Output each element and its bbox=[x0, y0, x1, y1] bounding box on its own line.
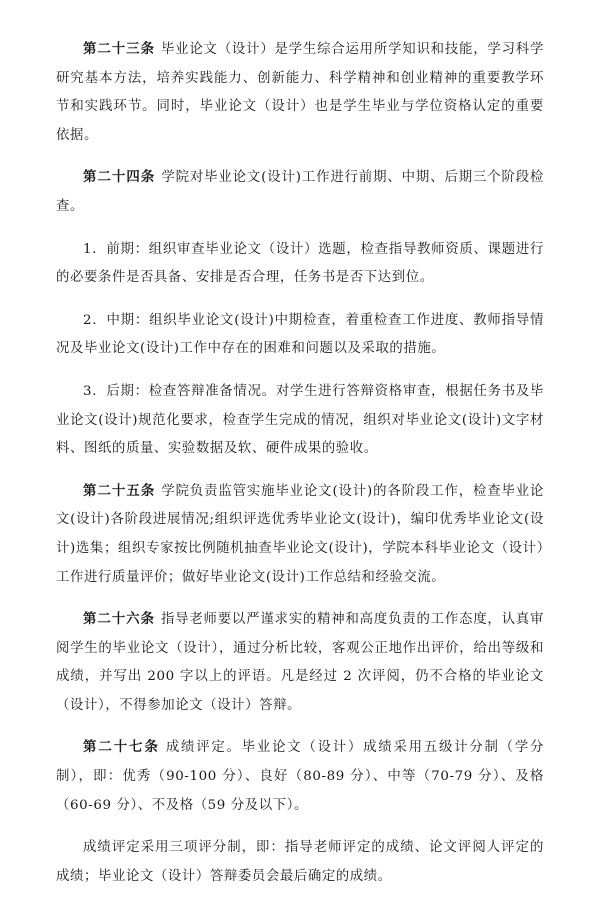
stage-middle: 2．中期：组织毕业论文(设计)中期检查，着重检查工作进度、教师指导情况及毕业论文(设计)工作中存在的困难和问题以及采取的措施。 bbox=[56, 312, 544, 357]
article-25-label: 第二十五条 bbox=[83, 483, 156, 499]
article-27-text: 成绩评定。毕业论文（设计）成绩采用五级计分制（学分制），即：优秀（90-100 分）、良好（80-89 分）、中等（70-79 分）、及格（60-69 分）、不及格（59 分及以下）。 bbox=[56, 740, 545, 813]
closing-paragraph: 成绩评定采用三项评分制，即：指导老师评定的成绩、论文评阅人评定的成绩；毕业论文（设计）答辩委员会最后确定的成绩。 bbox=[56, 840, 544, 884]
article-25-text: 学院负责监管实施毕业论文(设计)的各阶段工作，检查毕业论文(设计)各阶段进展情况;组织评选优秀毕业论文(设计)，编印优秀毕业论文(设计)选集；组织专家按比例随机抽查毕业论文(设计)，学院本科毕业论文（设计）工作进行质量评价；做好毕业论文(设计)工作总结和经验交流。 bbox=[56, 483, 545, 585]
article-27-label: 第二十七条 bbox=[83, 740, 160, 756]
article-26-label: 第二十六条 bbox=[83, 612, 155, 628]
article-26-text: 指导老师要以严谨求实的精神和高度负责的工作态度，认真审阅学生的毕业论文（设计），通过分析比较，客观公正地作出评价，给出等级和成绩，并写出 200 字以上的评语。凡是经过 2 次评阅，仍不合格的毕业论文（设计），不得参加论文（设计）答辩。 bbox=[56, 612, 544, 713]
article-27 bbox=[56, 734, 544, 820]
article-25 bbox=[56, 478, 544, 592]
article-24 bbox=[56, 164, 544, 221]
article-24-label: 第二十四条 bbox=[83, 170, 156, 186]
article-23-text: 毕业论文（设计）是学生综合运用所学知识和技能，学习科学研究基本方法，培养实践能力、创新能力、科学精神和创业精神的重要教学环节和实践环节。同时，毕业论文（设计）也是学生毕业与学位资格认定的重要依据。 bbox=[56, 42, 544, 143]
article-24-text: 学院对毕业论文(设计)工作进行前期、中期、后期三个阶段检查。 bbox=[56, 170, 545, 214]
document-page bbox=[56, 36, 544, 905]
stage-late: 3．后期：检查答辩准备情况。对学生进行答辩资格审查，根据任务书及毕业论文(设计)规范化要求，检查学生完成的情况，组织对毕业论文(设计)文字材料、图纸的质量、实验数据及软、硬件成果的验收。 bbox=[56, 383, 544, 457]
article-23-label: 第二十三条 bbox=[83, 42, 155, 57]
article-23 bbox=[56, 36, 544, 150]
article-26 bbox=[56, 606, 544, 720]
stage-early: 1．前期：组织审查毕业论文（设计）选题，检查指导教师资质、课题进行的必要条件是否具备、安排是否合理，任务书是否下达到位。 bbox=[56, 241, 544, 286]
